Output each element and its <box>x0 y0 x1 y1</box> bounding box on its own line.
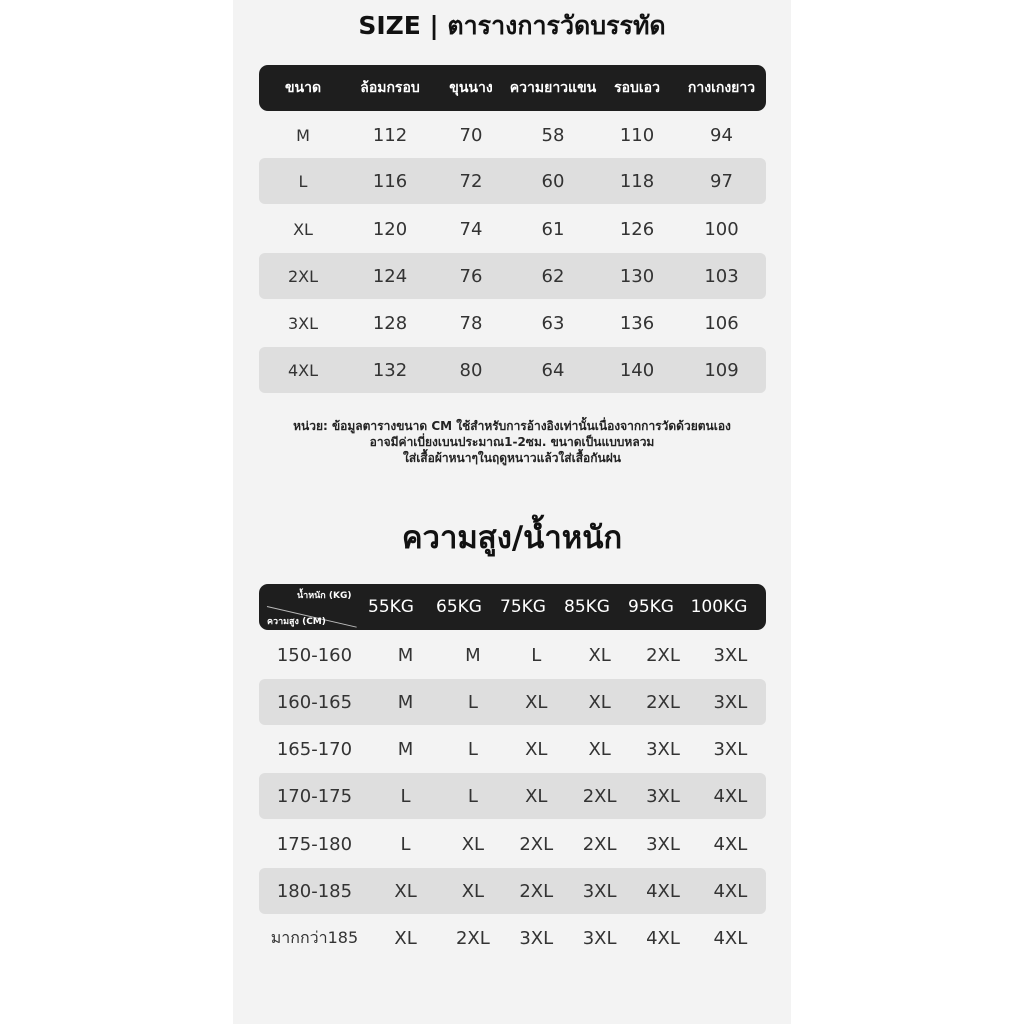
table-cell: 62 <box>541 265 565 287</box>
size-cell: XL <box>293 219 313 239</box>
table-cell: 70 <box>459 124 483 146</box>
table-cell: XL <box>525 691 548 713</box>
table-cell: 3XL <box>646 833 680 855</box>
note-line: อาจมีค่าเบี่ยงเบนประมาณ1-2ซม. ขนาดเป็นแบบหลวม <box>369 435 655 449</box>
table-row <box>259 206 766 252</box>
table-row <box>259 300 766 346</box>
col-header-weight: 100KG <box>690 597 748 617</box>
table-cell: XL <box>588 738 611 760</box>
height-cell: 175-180 <box>276 833 353 855</box>
table-cell: 61 <box>541 218 565 240</box>
col-header-waist: รอบเอว <box>614 80 660 96</box>
table-cell: 136 <box>619 312 655 334</box>
table-cell: XL <box>394 880 417 902</box>
table-cell: XL <box>588 691 611 713</box>
table-cell: 4XL <box>713 880 748 902</box>
weight-axis-label: น้ำหนัก (KG) <box>297 591 352 601</box>
table-cell: 103 <box>704 265 739 287</box>
table-cell: 74 <box>459 218 483 240</box>
table-cell: M <box>397 691 414 713</box>
size-cell: 3XL <box>287 313 319 333</box>
table-cell: 94 <box>710 124 733 146</box>
table-cell: 3XL <box>519 927 554 949</box>
table-cell: 124 <box>372 265 408 287</box>
col-header-weight: 75KG <box>500 597 546 617</box>
table-cell: 3XL <box>582 880 617 902</box>
table-row <box>259 158 766 204</box>
table-cell: 3XL <box>713 738 748 760</box>
table-cell: 2XL <box>646 644 680 666</box>
col-header-weight: 65KG <box>436 597 482 617</box>
table-cell: 3XL <box>582 927 617 949</box>
table-row <box>259 915 766 961</box>
col-header-weight: 95KG <box>628 597 674 617</box>
table-cell: L <box>467 738 478 760</box>
table-cell: XL <box>525 738 548 760</box>
height-cell: 165-170 <box>276 738 353 760</box>
table-cell: L <box>467 691 478 713</box>
header-corner <box>259 584 355 630</box>
table-cell: XL <box>461 833 485 855</box>
size-cell: L <box>298 171 308 191</box>
table-cell: 97 <box>710 170 733 192</box>
table-cell: 3XL <box>713 644 748 666</box>
table-cell: 80 <box>459 359 483 381</box>
size-chart-title: SIZE | ตารางการวัดบรรทัด <box>358 11 666 40</box>
table-cell: 4XL <box>646 880 680 902</box>
table-cell: 3XL <box>646 785 680 807</box>
col-header-chest: ล้อมกรอบ <box>360 80 420 96</box>
table-cell: M <box>397 644 414 666</box>
table-cell: 4XL <box>713 833 748 855</box>
note-line: หน่วย: ข้อมูลตารางขนาด CM ใช้สำหรับการอ้างอิงเท่านั้นเนื่องจากการวัดด้วยตนเอง <box>293 419 731 433</box>
height-cell: 170-175 <box>276 785 353 807</box>
table-cell: 72 <box>459 170 483 192</box>
measurement-note <box>233 418 791 466</box>
table-cell: 132 <box>372 359 408 381</box>
table-cell: 118 <box>619 170 655 192</box>
height-cell: 150-160 <box>276 644 353 666</box>
size-sheet <box>233 0 791 1024</box>
table-cell: 2XL <box>646 691 680 713</box>
table-cell: M <box>465 644 481 666</box>
table-cell: 3XL <box>713 691 748 713</box>
col-header-size: ขนาด <box>284 80 322 96</box>
table-cell: 110 <box>619 124 655 146</box>
table-cell: 4XL <box>713 785 748 807</box>
table-cell: 76 <box>459 265 483 287</box>
table-cell: XL <box>588 644 611 666</box>
table-cell: 4XL <box>713 927 748 949</box>
table-cell: 2XL <box>519 833 554 855</box>
table-row <box>259 112 766 158</box>
table-cell: 58 <box>541 124 565 146</box>
table-cell: 130 <box>619 265 655 287</box>
table-row <box>259 821 766 867</box>
table-cell: 63 <box>541 312 565 334</box>
size-cell: M <box>296 125 310 145</box>
table-cell: 106 <box>704 312 739 334</box>
table-cell: 2XL <box>455 927 490 949</box>
table-cell: 100 <box>704 218 739 240</box>
table-cell: L <box>467 785 478 807</box>
table-cell: 109 <box>704 359 739 381</box>
table-cell: L <box>400 785 411 807</box>
table-cell: 64 <box>541 359 565 381</box>
col-header-pants-length: กางเกงยาว <box>687 80 756 96</box>
table-cell: 112 <box>372 124 408 146</box>
table-cell: L <box>400 833 411 855</box>
table-cell: XL <box>461 880 485 902</box>
col-header-weight: 85KG <box>564 597 610 617</box>
table-cell: L <box>531 644 542 666</box>
table-row <box>259 632 766 678</box>
table-row <box>259 773 766 819</box>
table-cell: 128 <box>372 312 408 334</box>
table-cell: XL <box>394 927 417 949</box>
size-table-header <box>259 65 766 111</box>
table-cell: 2XL <box>582 785 617 807</box>
col-header-shoulder: ขุนนาง <box>449 80 493 96</box>
height-cell: มากกว่า185 <box>270 927 359 947</box>
table-row <box>259 253 766 299</box>
table-cell: 116 <box>372 170 408 192</box>
table-cell: 60 <box>541 170 565 192</box>
height-weight-title: ความสูง/น้ำหนัก <box>401 520 623 556</box>
size-cell: 4XL <box>287 360 319 380</box>
table-row <box>259 726 766 772</box>
table-row <box>259 679 766 725</box>
col-header-sleeve: ความยาวแขน <box>509 80 597 96</box>
table-cell: 120 <box>372 218 408 240</box>
table-row <box>259 347 766 393</box>
table-cell: M <box>397 738 414 760</box>
height-cell: 160-165 <box>276 691 353 713</box>
note-line: ใส่เสื้อผ้าหนาๆในฤดูหนาวแล้วใส่เสื้อกันฝน <box>403 451 621 465</box>
table-cell: 140 <box>619 359 655 381</box>
col-header-weight: 55KG <box>368 597 414 617</box>
table-cell: 78 <box>459 312 483 334</box>
table-cell: 4XL <box>646 927 680 949</box>
table-cell: 2XL <box>582 833 617 855</box>
height-weight-header <box>259 584 766 630</box>
height-cell: 180-185 <box>276 880 353 902</box>
table-cell: 2XL <box>519 880 554 902</box>
table-cell: 3XL <box>646 738 680 760</box>
height-axis-label: ความสูง (CM) <box>267 617 326 627</box>
size-cell: 2XL <box>287 266 319 286</box>
table-cell: 126 <box>619 218 655 240</box>
table-row <box>259 868 766 914</box>
table-cell: XL <box>525 785 548 807</box>
